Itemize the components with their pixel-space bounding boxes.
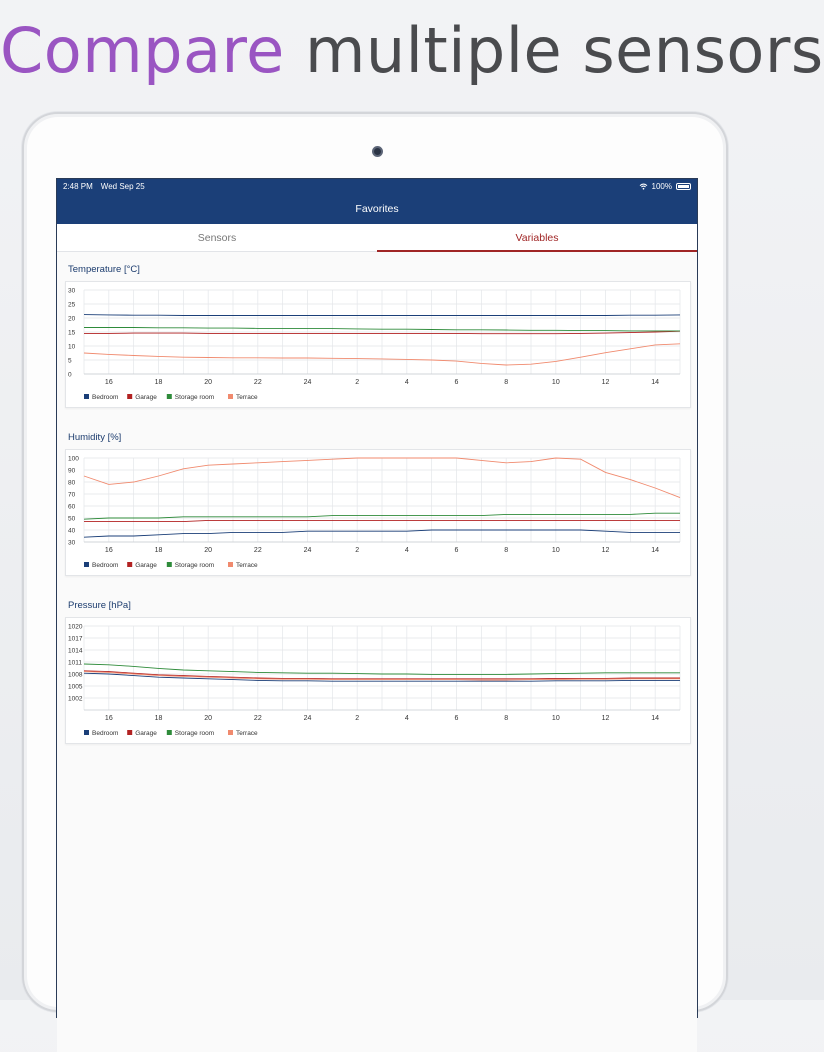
legend-swatch [84,730,89,735]
y-tick-label: 30 [68,287,76,295]
y-tick-label: 90 [68,467,76,475]
x-tick-label: 8 [504,379,509,386]
x-tick-label: 8 [504,547,509,554]
x-tick-label: 14 [651,379,660,386]
legend-swatch [84,562,89,567]
y-tick-label: 40 [68,527,76,535]
wifi-icon [639,183,648,190]
x-tick-label: 10 [551,547,560,554]
battery-icon [676,183,691,190]
x-tick-label: 16 [104,547,113,554]
x-tick-label: 4 [404,547,409,554]
y-tick-label: 1005 [68,683,83,691]
x-tick-label: 2 [355,547,360,554]
y-tick-label: 60 [68,503,76,511]
pressure-chart-card [65,617,691,744]
legend-label: Garage [135,394,157,401]
y-tick-label: 20 [68,315,76,323]
legend-label: Storage room [174,394,215,401]
y-tick-label: 15 [68,329,76,337]
legend-label: Terrace [236,394,258,401]
x-tick-label: 6 [454,379,459,386]
legend-swatch [228,730,233,735]
x-tick-label: 14 [651,547,660,554]
humidity-chart-card [65,449,691,576]
x-tick-label: 10 [551,379,560,386]
legend-label: Bedroom [92,394,119,401]
x-tick-label: 4 [404,715,409,722]
x-tick-label: 24 [303,379,312,386]
x-tick-label: 22 [253,715,262,722]
legend-label: Terrace [236,730,258,737]
y-tick-label: 0 [68,371,72,379]
x-tick-label: 2 [355,715,360,722]
x-tick-label: 18 [154,715,163,722]
legend-swatch [127,562,132,567]
pressure-chart[interactable] [66,618,692,745]
status-time: 2:48 PM [63,182,93,191]
x-tick-label: 24 [303,547,312,554]
legend-swatch [84,394,89,399]
chart-grid [84,626,680,710]
x-tick-label: 20 [204,547,213,554]
legend-swatch [228,394,233,399]
x-tick-label: 20 [204,379,213,386]
x-tick-label: 2 [355,379,360,386]
segmented-tabs [57,224,697,252]
temperature-chart-card [65,281,691,408]
headline [0,14,824,87]
status-date: Wed Sep 25 [100,182,145,191]
x-tick-label: 18 [154,379,163,386]
camera-icon [372,146,383,157]
x-tick-label: 4 [404,379,409,386]
y-tick-label: 80 [68,479,76,487]
legend-swatch [127,394,132,399]
app-screen [56,178,698,1018]
chart-grid [84,458,680,542]
legend-swatch [167,730,172,735]
x-tick-label: 8 [504,715,509,722]
y-tick-label: 5 [68,357,72,365]
temperature-title: Temperature [°C] [68,264,140,275]
x-tick-label: 24 [303,715,312,722]
tablet-frame [22,112,728,1012]
x-tick-label: 12 [601,379,610,386]
legend-swatch [167,394,172,399]
y-tick-label: 50 [68,515,76,523]
status-bar [57,179,697,194]
y-tick-label: 1020 [68,623,83,631]
y-tick-label: 70 [68,491,76,499]
nav-title: Favorites [355,203,399,215]
y-tick-label: 1008 [68,671,83,679]
legend-swatch [127,730,132,735]
y-tick-label: 30 [68,539,76,547]
x-tick-label: 18 [154,547,163,554]
charts-list[interactable] [57,252,697,1052]
x-tick-label: 6 [454,715,459,722]
nav-bar [57,194,697,224]
x-tick-label: 22 [253,547,262,554]
tab-variables-label: Variables [515,231,559,244]
battery-percent: 100% [651,182,672,191]
legend-label: Garage [135,730,157,737]
y-tick-label: 1017 [68,635,83,643]
y-tick-label: 25 [68,301,76,309]
legend-label: Garage [135,562,157,569]
legend-label: Terrace [236,562,258,569]
tab-sensors-label: Sensors [197,231,237,244]
tab-sensors[interactable] [57,224,377,251]
x-tick-label: 16 [104,379,113,386]
y-tick-label: 10 [68,343,76,351]
x-tick-label: 12 [601,547,610,554]
legend-swatch [167,562,172,567]
chart-grid [84,290,680,374]
legend-swatch [228,562,233,567]
legend-label: Storage room [174,562,215,569]
legend-label: Storage room [174,730,215,737]
temperature-chart[interactable] [66,282,692,409]
headline-rest: multiple sensors [304,14,824,87]
legend-label: Bedroom [92,730,119,737]
y-tick-label: 1002 [68,695,83,703]
y-tick-label: 1014 [68,647,83,655]
x-tick-label: 6 [454,547,459,554]
x-tick-label: 14 [651,715,660,722]
tab-variables[interactable] [377,224,697,251]
x-tick-label: 10 [551,715,560,722]
legend-label: Bedroom [92,562,119,569]
x-tick-label: 20 [204,715,213,722]
headline-accent: Compare [0,14,285,87]
humidity-title: Humidity [%] [68,432,122,443]
y-tick-label: 1011 [68,659,82,667]
x-tick-label: 12 [601,715,610,722]
pressure-title: Pressure [hPa] [68,600,131,611]
x-tick-label: 16 [104,715,113,722]
y-tick-label: 100 [68,455,79,463]
x-tick-label: 22 [253,379,262,386]
humidity-chart[interactable] [66,450,692,577]
